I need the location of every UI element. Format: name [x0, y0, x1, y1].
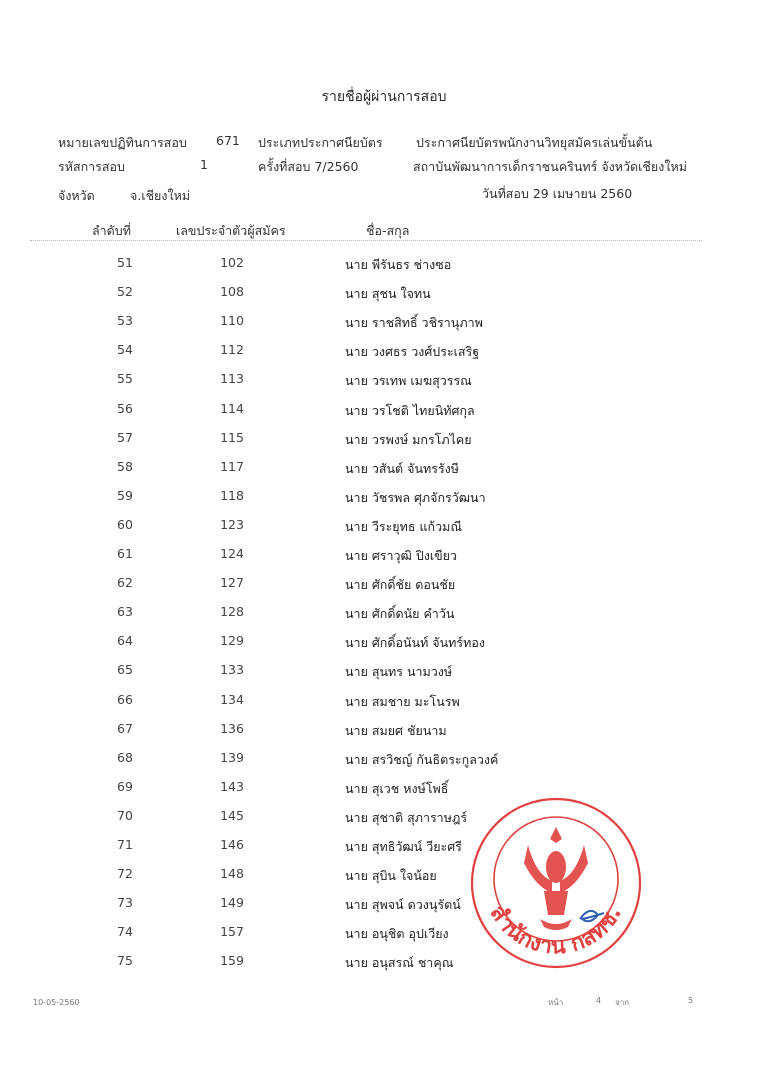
row-full-name: นาย สุนทร นามวงษ์ — [345, 664, 453, 680]
row-full-name: นาย อนุสรณ์ ชาคุณ — [345, 955, 454, 971]
row-order-number: 72 — [117, 866, 133, 882]
row-full-name: นาย วสันต์ จันทรรังษี — [345, 460, 460, 476]
row-order-number: 56 — [117, 400, 133, 416]
province-value: จ.เชียงใหม่ — [130, 188, 191, 203]
row-full-name: นาย สุทธิวัฒน์ วียะศรี — [345, 839, 462, 854]
table-row — [0, 517, 768, 546]
table-row — [0, 750, 768, 779]
row-applicant-id: 136 — [220, 720, 244, 736]
column-header-order: ลำดับที่ — [92, 223, 131, 238]
row-order-number: 59 — [117, 487, 133, 503]
row-full-name: นาย สุชาติ สุภาราษฎร์ — [345, 809, 468, 825]
print-date: 10-05-2560 — [33, 998, 80, 1007]
row-full-name: นาย ศักดิ์อนันท์ จันทร์ทอง — [345, 635, 485, 651]
page-label: หน้า — [548, 998, 564, 1007]
row-order-number: 71 — [117, 837, 133, 852]
exam-round — [258, 157, 358, 177]
row-order-number: 66 — [117, 691, 133, 707]
document-title: รายชื่อผู้ผ่านการสอบ — [321, 89, 447, 105]
row-full-name: นาย วีระยุทธ แก้วมณี — [345, 518, 462, 534]
row-full-name: นาย วรเทพ เมฆสุวรรณ — [345, 373, 472, 389]
row-full-name: นาย วัชรพล ศุภจักรวัฒนา — [345, 489, 486, 505]
column-header-full-name: ชื่อ-สกุล — [366, 223, 410, 238]
table-row — [0, 575, 768, 604]
row-full-name: นาย สุชน ใจทน — [345, 286, 431, 302]
table-row — [0, 342, 768, 371]
row-order-number: 58 — [117, 458, 133, 474]
table-row — [0, 924, 768, 953]
row-applicant-id: 114 — [220, 400, 244, 416]
cert-type-value: ประกาศนียบัตรพนักงานวิทยุสมัครเล่นขั้นต้น — [416, 135, 653, 150]
official-seal-stamp — [468, 795, 644, 971]
row-order-number: 52 — [117, 284, 133, 300]
exam-schedule-value: 671 — [216, 133, 240, 148]
row-applicant-id: 149 — [220, 895, 244, 911]
row-order-number: 69 — [117, 778, 133, 794]
row-order-number: 75 — [117, 953, 133, 969]
row-full-name: นาย สุพจน์ ดวงนุรัตน์ — [345, 897, 461, 913]
page-total: 5 — [688, 996, 694, 1005]
row-applicant-id: 102 — [220, 255, 244, 270]
row-applicant-id: 118 — [220, 487, 244, 503]
table-row — [0, 662, 768, 691]
table-row — [0, 284, 768, 313]
round-value: 7/2560 — [314, 159, 359, 174]
cert-type-label: ประเภทประกาศนียบัตร — [258, 135, 383, 150]
row-applicant-id: 115 — [220, 429, 244, 445]
exam-schedule-label: หมายเลขปฏิทินการสอบ — [58, 135, 187, 150]
row-order-number: 73 — [117, 895, 133, 911]
row-order-number: 65 — [117, 662, 133, 678]
table-row — [0, 255, 768, 284]
table-row — [0, 459, 768, 488]
table-row — [0, 692, 768, 721]
row-full-name: นาย อนุชิต อุปเวียง — [345, 926, 449, 942]
page-current: 4 — [596, 996, 602, 1005]
row-full-name: นาย ศักดิ์ชัย ดอนชัย — [345, 577, 456, 593]
row-order-number: 64 — [117, 633, 133, 649]
row-full-name: นาย สมชาย มะโนรพ — [345, 693, 460, 709]
row-applicant-id: 157 — [220, 924, 244, 940]
row-order-number: 55 — [117, 371, 133, 387]
row-full-name: นาย ราชสิทธิ์ วชิรานุภาพ — [345, 315, 483, 331]
table-row — [0, 721, 768, 750]
row-order-number: 74 — [117, 924, 133, 940]
exam-date — [482, 184, 632, 204]
row-full-name: นาย ศราวุฒิ ปิงเขียว — [345, 548, 458, 563]
garuda-emblem-icon — [524, 827, 588, 930]
row-applicant-id: 112 — [220, 342, 244, 358]
row-applicant-id: 133 — [220, 662, 244, 678]
table-row — [0, 866, 768, 895]
row-order-number: 63 — [117, 604, 133, 620]
round-label: ครั้งที่สอบ — [258, 159, 311, 174]
exam-code-value: 1 — [200, 157, 208, 172]
table-row — [0, 546, 768, 575]
row-applicant-id: 123 — [220, 516, 244, 532]
row-order-number: 67 — [117, 720, 133, 736]
row-order-number: 68 — [117, 749, 133, 765]
row-order-number: 51 — [117, 255, 133, 270]
column-header-applicant-id: เลขประจำตัวผู้สมัคร — [176, 223, 286, 238]
exam-date-label: วันที่สอบ — [482, 186, 529, 201]
row-full-name: นาย สุเวช หงษ์โพธิ์ — [345, 780, 449, 796]
row-applicant-id: 127 — [220, 575, 244, 591]
row-order-number: 62 — [117, 575, 133, 591]
exam-code-label: รหัสการสอบ — [58, 159, 125, 174]
row-full-name: นาย สรวิชญ์ กันธิตระกูลวงค์ — [345, 751, 499, 767]
seal-text: สำนักงาน กสทช. — [484, 900, 627, 960]
table-row — [0, 808, 768, 837]
table-row — [0, 371, 768, 400]
exam-date-value: 29 เมษายน 2560 — [532, 186, 633, 201]
row-applicant-id: 124 — [220, 546, 244, 561]
table-row — [0, 430, 768, 459]
table-row — [0, 401, 768, 430]
row-applicant-id: 148 — [220, 866, 244, 882]
row-applicant-id: 113 — [220, 371, 244, 387]
table-row — [0, 779, 768, 808]
table-row — [0, 953, 768, 982]
province-label: จังหวัด — [58, 188, 95, 203]
row-order-number: 61 — [117, 546, 133, 561]
row-order-number: 54 — [117, 342, 133, 358]
table-row — [0, 837, 768, 866]
row-applicant-id: 159 — [220, 953, 244, 969]
row-order-number: 57 — [117, 429, 133, 445]
row-applicant-id: 117 — [220, 458, 244, 474]
table-row — [0, 633, 768, 662]
header-divider — [30, 240, 702, 241]
table-row — [0, 313, 768, 342]
row-order-number: 70 — [117, 807, 133, 823]
row-full-name: นาย ศักดิ์ดนัย คำวัน — [345, 606, 455, 622]
row-full-name: นาย วรโชติ ไทยนิทัศกุล — [345, 402, 475, 418]
row-applicant-id: 128 — [220, 604, 244, 620]
row-full-name: นาย สมยศ ชัยนาม — [345, 722, 447, 738]
table-row — [0, 488, 768, 517]
row-applicant-id: 110 — [220, 313, 244, 329]
row-applicant-id: 145 — [220, 807, 244, 823]
exam-venue: สถาบันพัฒนาการเด็กราชนครินทร์ จังหวัดเชียงใหม่ — [413, 159, 687, 174]
row-order-number: 60 — [117, 516, 133, 532]
row-full-name: นาย สุบิน ใจน้อย — [345, 868, 437, 884]
row-applicant-id: 139 — [220, 749, 244, 765]
row-full-name: นาย พีรันธร ช่างซอ — [345, 257, 452, 272]
row-applicant-id: 129 — [220, 633, 244, 649]
table-row — [0, 895, 768, 924]
row-applicant-id: 134 — [220, 691, 244, 707]
table-row — [0, 604, 768, 633]
page-of-label: จาก — [615, 998, 630, 1007]
row-applicant-id: 108 — [220, 284, 244, 300]
row-full-name: นาย วรพงษ์ มกรโภไคย — [345, 431, 472, 447]
row-applicant-id: 143 — [220, 778, 244, 794]
row-full-name: นาย วงศธร วงศ์ประเสริฐ — [345, 344, 480, 360]
row-order-number: 53 — [117, 313, 133, 329]
row-applicant-id: 146 — [220, 837, 244, 852]
